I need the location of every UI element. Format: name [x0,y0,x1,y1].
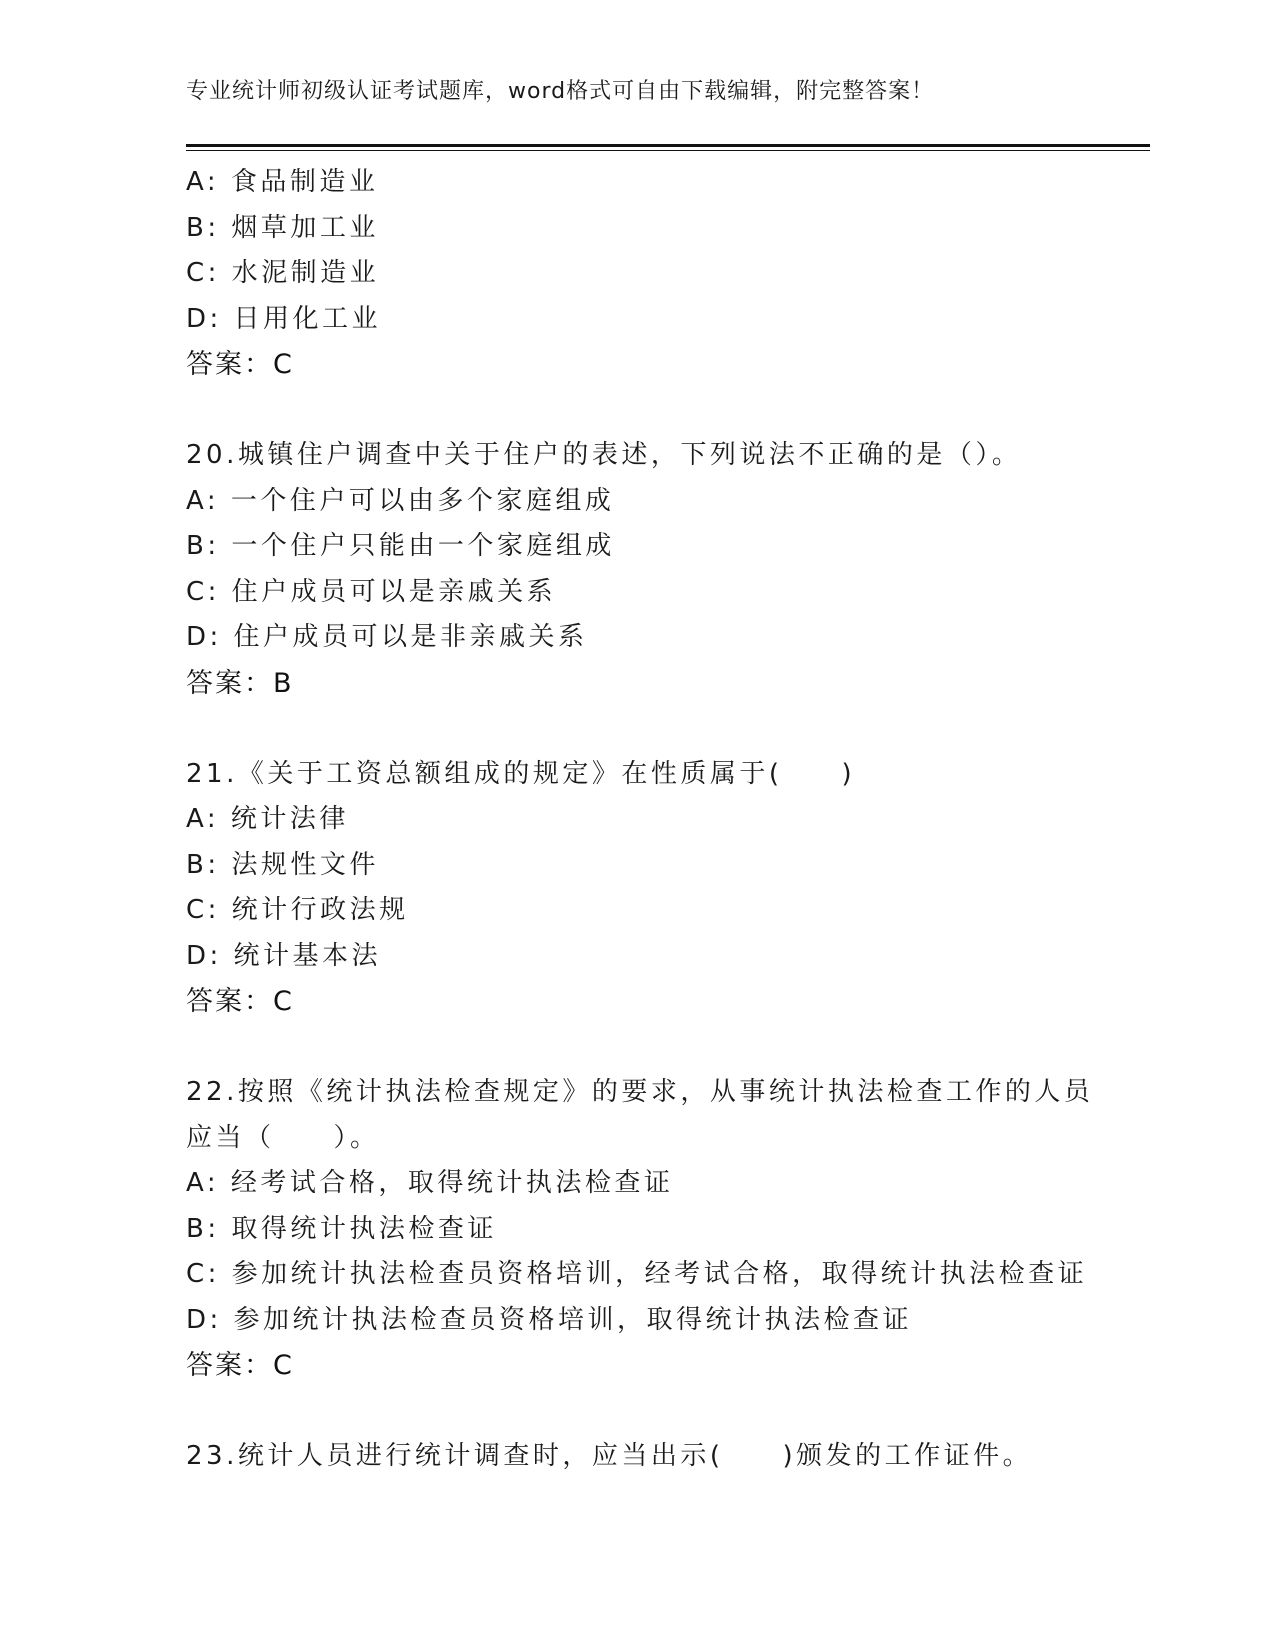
question-20-block [186,433,1086,706]
option-b: B: 一个住户只能由一个家庭组成 [186,531,615,561]
answer-line: 答案：C [186,986,294,1017]
option-d: D: 统计基本法 [186,940,382,971]
option-b: B: 法规性文件 [186,849,379,880]
spacer [186,1025,1086,1071]
question-text: 20.城镇住户调查中关于住户的表述，下列说法不正确的是（）。 [186,440,1022,470]
question-text: 23.统计人员进行统计调查时，应当出示( )颁发的工作证件。 [186,1441,1033,1471]
spacer [186,1389,1086,1435]
option-a: A: 一个住户可以由多个家庭组成 [186,485,615,516]
option-c: C: 统计行政法规 [186,895,409,925]
option-b: B: 取得统计执法检查证 [186,1213,497,1244]
option-d: D: 日用化工业 [186,303,382,334]
header-rule-thick [186,144,1150,147]
option-d: D: 参加统计执法检查员资格培训，取得统计执法检查证 [186,1304,913,1335]
question-content [186,160,1094,1480]
question-text-line-2: 应当（ ）。 [186,1122,380,1153]
answer-line: 答案：C [186,349,294,380]
question-21-block [186,752,1086,1025]
spacer [186,388,1086,434]
answer-line: 答案：B [186,667,294,699]
option-a: A: 统计法律 [186,804,349,834]
answer-line: 答案：C [186,1350,294,1381]
option-c: C: 参加统计执法检查员资格培训，经考试合格，取得统计执法检查证 [186,1259,1088,1289]
question-22-block [186,1070,1094,1389]
question-text: 21.《关于工资总额组成的规定》在性质属于( ) [186,758,856,789]
header-note: 专业统计师初级认证考试题库，word格式可自由下载编辑，附完整答案！ [186,79,935,104]
option-c: C: 水泥制造业 [186,258,380,288]
question-23-block [186,1434,1086,1480]
question-19-block [186,160,1086,388]
option-a: A: 食品制造业 [186,167,379,197]
question-text-line-1: 22.按照《统计执法检查规定》的要求，从事统计执法检查工作的人员 [186,1077,1094,1107]
header-rule-thin [186,150,1150,151]
option-d: D: 住户成员可以是非亲戚关系 [186,622,588,652]
option-b: B: 烟草加工业 [186,212,379,243]
spacer [186,706,1086,752]
option-a: A: 经考试合格，取得统计执法检查证 [186,1168,674,1198]
option-c: C: 住户成员可以是亲戚关系 [186,576,557,607]
